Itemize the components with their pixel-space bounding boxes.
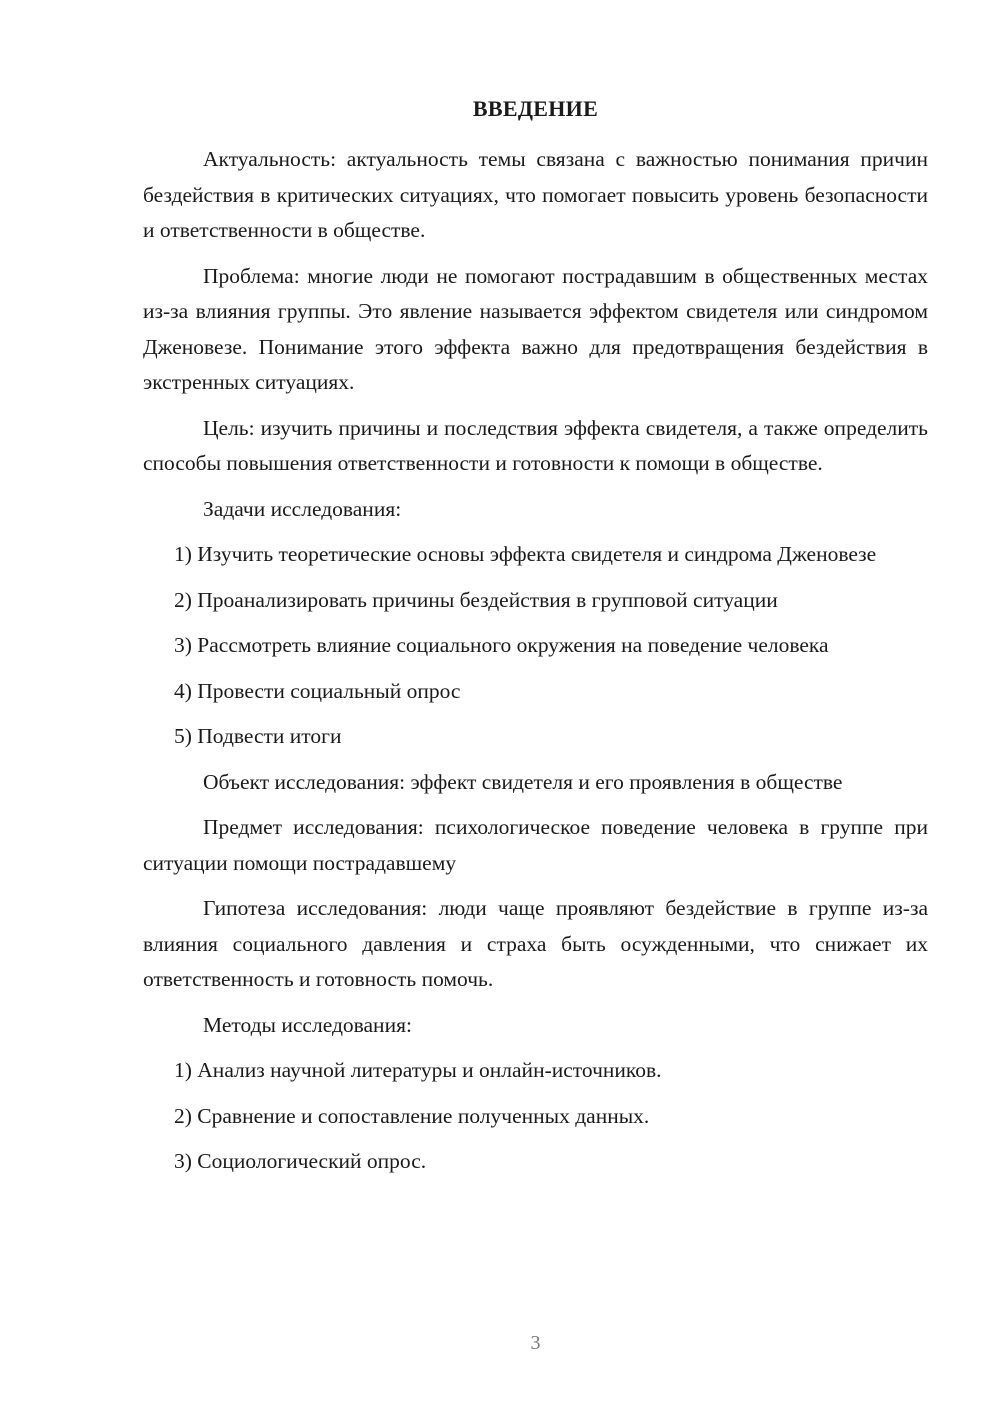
document-body bbox=[143, 142, 928, 1190]
subject-paragraph: Предмет исследования: психологическое поведение человека в группе при ситуации помощи пострадавшему bbox=[143, 815, 928, 875]
document-page bbox=[143, 0, 928, 1414]
goal-paragraph: Цель: изучить причины и последствия эффекта свидетеля, а также определить способы повышения ответственности и готовности к помощи в обществе. bbox=[143, 415, 928, 475]
task-item-4: 4) Провести социальный опрос bbox=[174, 678, 461, 703]
object-paragraph: Объект исследования: эффект свидетеля и его проявления в обществе bbox=[203, 769, 843, 794]
method-item-2: 2) Сравнение и сопоставление полученных данных. bbox=[174, 1103, 650, 1128]
method-item-1: 1) Анализ научной литературы и онлайн-источников. bbox=[174, 1058, 662, 1082]
task-item-3: 3) Рассмотреть влияние социального окружения на поведение человека bbox=[174, 633, 829, 657]
task-item-5: 5) Подвести итоги bbox=[174, 724, 342, 748]
hypothesis-paragraph: Гипотеза исследования: люди чаще проявляют бездействие в группе из-за влияния социального давления и страха быть осужденными, что снижает их ответственность и готовность помочь. bbox=[143, 896, 928, 991]
page-title: ВВЕДЕНИЕ bbox=[472, 96, 599, 121]
page-number: 3 bbox=[530, 1332, 541, 1354]
tasks-title: Задачи исследования: bbox=[203, 496, 402, 521]
methods-title: Методы исследования: bbox=[203, 1012, 412, 1037]
method-item-3: 3) Социологический опрос. bbox=[174, 1149, 427, 1173]
task-item-1: 1) Изучить теоретические основы эффекта свидетеля и синдрома Дженовезе bbox=[174, 542, 877, 566]
problem-paragraph: Проблема: многие люди не помогают пострадавшим в общественных местах из-за влияния группы. Это явление называется эффектом свидетеля или синдромом Дженовезе. Понимание этого эффекта важно для предотвращения бездействия в экстренных ситуациях. bbox=[143, 263, 928, 394]
task-item-2: 2) Проанализировать причины бездействия в групповой ситуации bbox=[174, 587, 778, 612]
relevance-paragraph: Актуальность: актуальность темы связана с важностью понимания причин бездействия в критических ситуациях, что помогает повысить уровень безопасности и ответственности в обществе. bbox=[143, 147, 928, 242]
